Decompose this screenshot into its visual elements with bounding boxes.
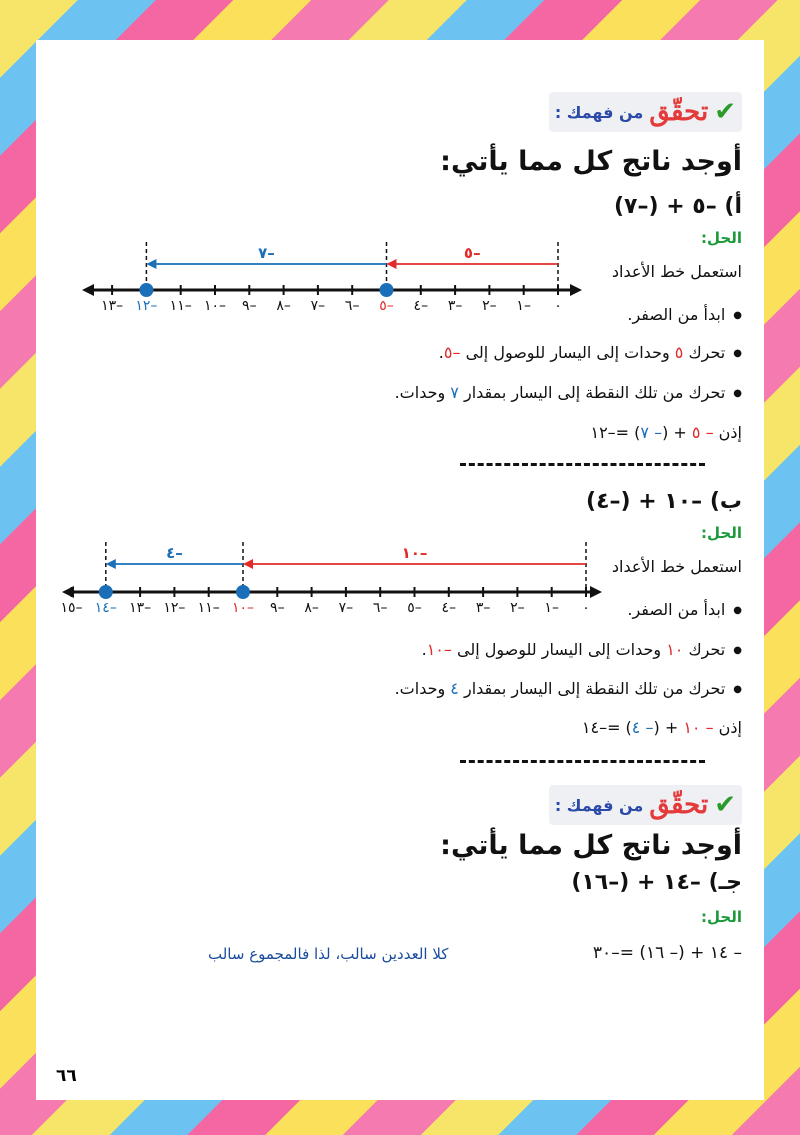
- red-arrow-label: ١٠–: [401, 544, 428, 562]
- header-main: تحقّق: [649, 97, 709, 127]
- num: –١٠: [426, 640, 452, 659]
- step-move1-a: [439, 343, 742, 362]
- header-sub: من فهمك :: [554, 102, 644, 122]
- part-c-expression: جـ) –١٤ + (–١٦): [571, 870, 742, 895]
- check-icon: ✔: [714, 97, 736, 127]
- arrow-right: [570, 284, 582, 296]
- tick-label: ٥–: [407, 600, 422, 616]
- step-move2-a: [395, 383, 742, 402]
- header-main: تحقّق: [649, 790, 709, 820]
- num: ٤: [450, 679, 459, 698]
- tick-label: ١٣–: [129, 600, 152, 616]
- step-move1-b: [422, 640, 742, 659]
- text: وحدات.: [394, 383, 451, 402]
- tick-label: ٠: [554, 298, 562, 314]
- tick-label: ٣–: [447, 298, 463, 314]
- prompt-2: أوجد ناتج كل مما يأتي:: [440, 830, 742, 861]
- text: .: [421, 640, 427, 659]
- text: .: [438, 343, 444, 362]
- solution-label-c: الحل:: [701, 908, 742, 926]
- tick-label: ١١–: [197, 600, 220, 616]
- arrow-right: [590, 586, 602, 598]
- arrow-left: [82, 284, 94, 296]
- tick-label: ٨–: [276, 298, 291, 314]
- num: –٥: [443, 343, 461, 362]
- tick-label: ٣–: [475, 600, 491, 616]
- text: وحدات إلى اليسار للوصول إلى: [451, 640, 667, 659]
- point-dot: [139, 283, 153, 297]
- part-a-expression: أ) –٥ + (–٧): [613, 194, 742, 219]
- check-understanding-header-2: [549, 785, 742, 825]
- num: ٧: [450, 383, 459, 402]
- tick-label: ١٢–: [135, 298, 158, 314]
- tick-label: ٩–: [270, 600, 285, 616]
- tick-label: ١١–: [169, 298, 192, 314]
- tick-label: ١٣–: [101, 298, 124, 314]
- tick-label: ٥–: [379, 298, 394, 314]
- text: ) =–١٢: [590, 423, 641, 442]
- red-arrowhead: [387, 259, 397, 269]
- text: وحدات.: [394, 679, 451, 698]
- tick-label: ١٤–: [94, 600, 117, 616]
- point-dot: [99, 585, 113, 599]
- solution-label-a: الحل:: [701, 229, 742, 247]
- text: + (: [653, 718, 684, 737]
- tick-label: ١٥–: [60, 600, 83, 616]
- tick-label: ٤–: [441, 600, 457, 616]
- text: تحرك: [683, 640, 726, 659]
- step-start-a: ● ابدأ من الصفر.: [627, 305, 742, 324]
- blue-arrow-label: ٤–: [166, 544, 183, 562]
- tick-label: ١–: [516, 298, 531, 314]
- tick-label: ٩–: [242, 298, 257, 314]
- divider: [460, 463, 705, 466]
- number-line-a: [82, 240, 592, 320]
- use-number-line-b: استعمل خط الأعداد: [611, 557, 742, 576]
- text: تحرك: [683, 343, 726, 362]
- red-arrowhead: [243, 559, 253, 569]
- num: ٥: [674, 343, 684, 362]
- number-line-b: [62, 540, 607, 620]
- header-sub: من فهمك :: [554, 795, 644, 815]
- use-number-line-a: استعمل خط الأعداد: [611, 262, 742, 281]
- solution-label-b: الحل:: [701, 524, 742, 542]
- divider: [460, 760, 705, 763]
- tick-label: ١٢–: [163, 600, 186, 616]
- blue-arrowhead: [146, 259, 156, 269]
- num: – ٧: [640, 423, 663, 442]
- text: ) =–١٤: [581, 718, 632, 737]
- text: إذن: [713, 718, 742, 737]
- part-b-expression: ب) –١٠ + (–٤): [586, 489, 742, 514]
- text: تحرك من تلك النقطة إلى اليسار بمقدار: [458, 679, 726, 698]
- tick-label: ٤–: [413, 298, 429, 314]
- num: – ٥: [691, 423, 714, 442]
- result-a: [590, 423, 742, 442]
- text: + (: [662, 423, 692, 442]
- num: ١٠: [666, 640, 684, 659]
- tick-label: ١–: [544, 600, 559, 616]
- tick-label: ٨–: [304, 600, 319, 616]
- tick-label: ٧–: [310, 298, 326, 314]
- step-move2-b: [395, 679, 742, 698]
- tick-label: ١٠–: [231, 600, 255, 616]
- tick-label: ٢–: [482, 298, 497, 314]
- tick-label: ١٠–: [203, 298, 227, 314]
- tick-label: ٢–: [510, 600, 525, 616]
- step-start-b: ● ابدأ من الصفر.: [627, 600, 742, 619]
- text: تحرك من تلك النقطة إلى اليسار بمقدار: [458, 383, 726, 402]
- num: – ٤: [631, 718, 654, 737]
- result-b: [582, 718, 742, 737]
- text: وحدات إلى اليسار للوصول إلى: [460, 343, 675, 362]
- point-dot: [380, 283, 394, 297]
- point-dot: [236, 585, 250, 599]
- blue-arrowhead: [106, 559, 116, 569]
- check-icon: ✔: [714, 790, 736, 820]
- result-c: – ١٤ + (– ١٦) =–٣٠: [592, 943, 742, 963]
- num: – ١٠: [683, 718, 714, 737]
- tick-label: ٦–: [372, 600, 388, 616]
- text: إذن: [713, 423, 742, 442]
- tick-label: ٦–: [344, 298, 360, 314]
- page-number: ٦٦: [56, 1066, 77, 1086]
- red-arrow-label: ٥–: [463, 244, 481, 262]
- tick-label: ٧–: [338, 600, 354, 616]
- tick-label: ٠: [582, 600, 590, 616]
- check-understanding-header: [549, 92, 742, 132]
- note-c: كلا العددين سالب، لذا فالمجموع سالب: [208, 945, 449, 963]
- prompt: أوجد ناتج كل مما يأتي:: [440, 146, 742, 177]
- blue-arrow-label: ٧–: [258, 244, 275, 262]
